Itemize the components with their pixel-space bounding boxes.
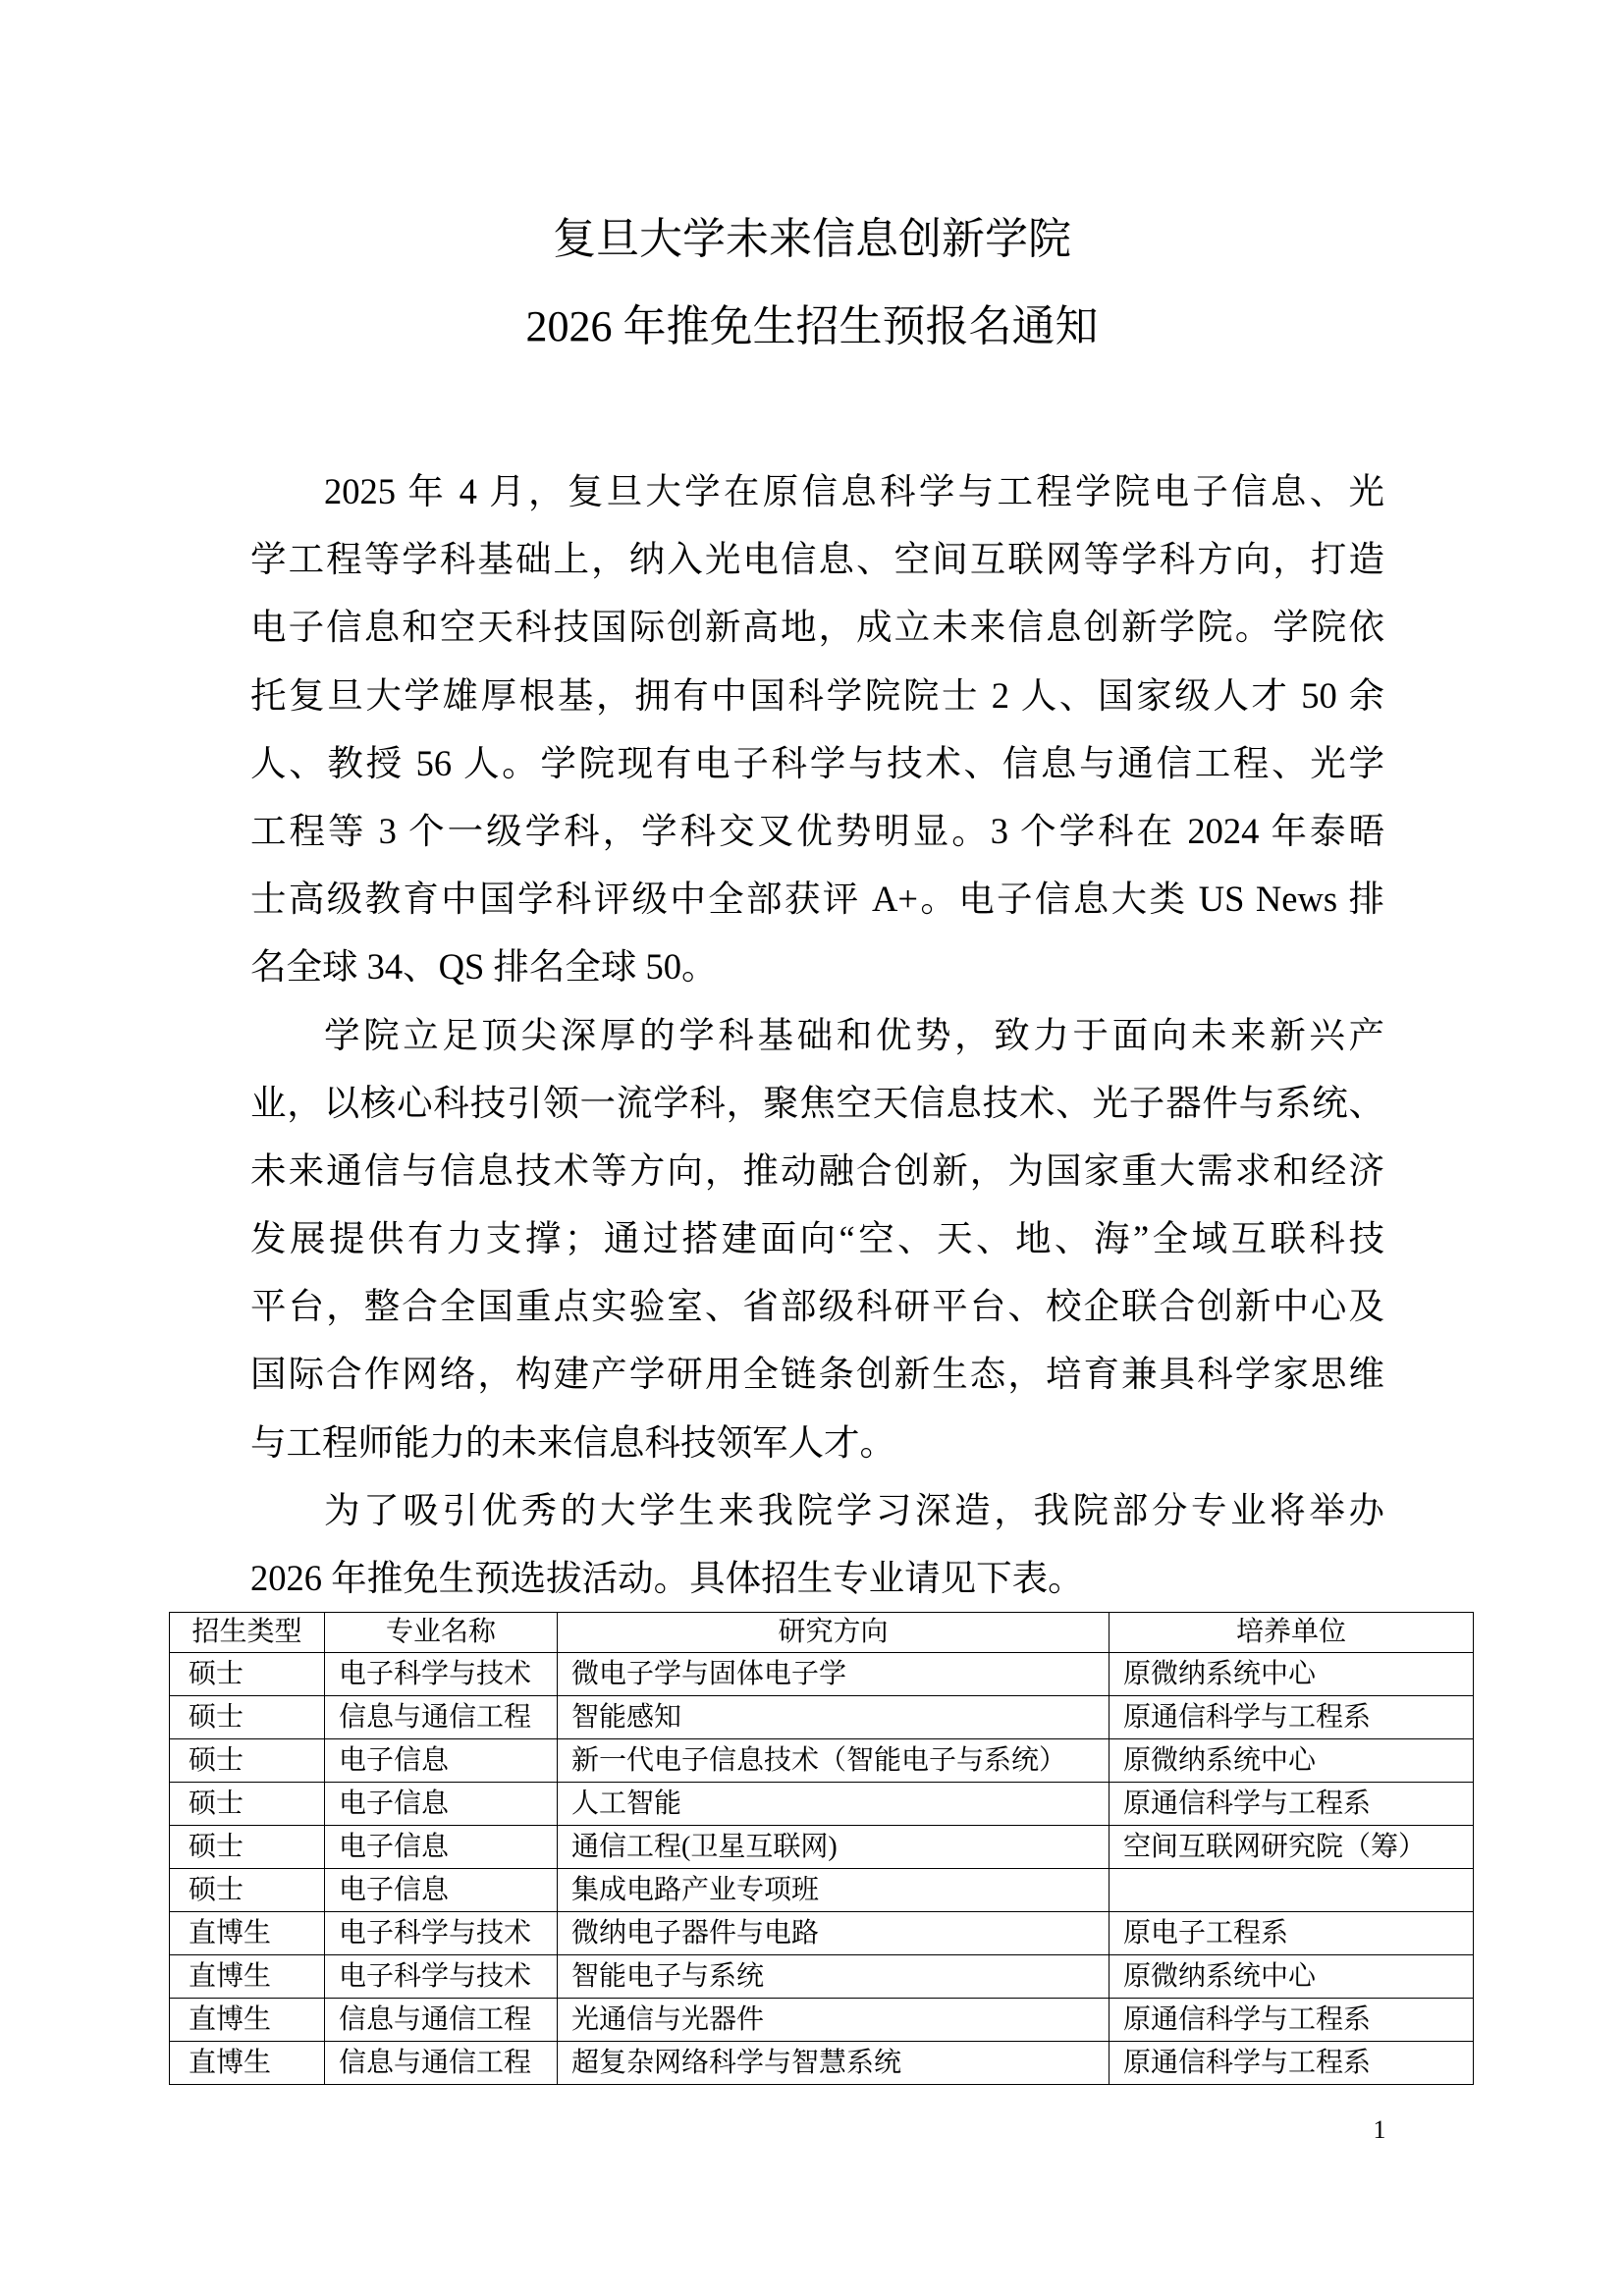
table-cell: 通信工程(卫星互联网) <box>558 1826 1110 1869</box>
table-header-row <box>170 1613 1474 1653</box>
table-cell: 直博生 <box>170 2042 325 2085</box>
table-cell: 空间互联网研究院（筹） <box>1110 1826 1474 1869</box>
paragraph-line: 国际合作网络，构建产学研用全链条创新生态，培育兼具科学家思维 <box>250 1354 1384 1395</box>
paragraph-line: 名全球 34、QS 排名全球 50。 <box>250 946 718 988</box>
table-cell: 硕士 <box>170 1739 325 1783</box>
paragraph-line: 人、教授 56 人。学院现有电子科学与技术、信息与通信工程、光学 <box>250 742 1384 783</box>
paragraph-line: 未来通信与信息技术等方向，推动融合创新，为国家重大需求和经济 <box>250 1149 1384 1191</box>
table-header-cell: 研究方向 <box>558 1613 1110 1653</box>
paragraph-line: 工程等 3 个一级学科，学科交叉优势明显。3 个学科在 2024 年泰晤 <box>250 810 1384 851</box>
table-cell: 智能感知 <box>558 1696 1110 1739</box>
table-cell: 电子信息 <box>325 1783 558 1826</box>
table-cell: 原微纳系统中心 <box>1110 1653 1474 1696</box>
paragraph-admission-notice <box>250 1476 1384 1612</box>
table-cell: 硕士 <box>170 1783 325 1826</box>
paragraph-line: 发展提供有力支撑；通过搭建面向“空、天、地、海”全域互联科技 <box>250 1218 1384 1259</box>
table-cell: 智能电子与系统 <box>558 1955 1110 1999</box>
table-header-cell: 招生类型 <box>170 1613 325 1653</box>
paragraph-line: 2025 年 4 月，复旦大学在原信息科学与工程学院电子信息、光 <box>324 471 1384 511</box>
table-cell: 直博生 <box>170 1912 325 1955</box>
table-cell <box>1110 1869 1474 1912</box>
paragraph-line: 学工程等学科基础上，纳入光电信息、空间互联网等学科方向，打造 <box>250 539 1384 580</box>
paragraph-line: 与工程师能力的未来信息科技领军人才。 <box>250 1421 895 1463</box>
table-header-cell: 专业名称 <box>325 1613 558 1653</box>
paragraph-line: 托复旦大学雄厚根基，拥有中国科学院院士 2 人、国家级人才 50 余 <box>250 674 1384 716</box>
paragraph-line: 平台，整合全国重点实验室、省部级科研平台、校企联合创新中心及 <box>250 1286 1384 1327</box>
table-cell: 原微纳系统中心 <box>1110 1955 1474 1999</box>
table-cell: 硕士 <box>170 1869 325 1912</box>
table-cell: 电子信息 <box>325 1739 558 1783</box>
table-cell: 信息与通信工程 <box>325 1999 558 2042</box>
paragraph-line: 电子信息和空天科技国际创新高地，成立未来信息创新学院。学院依 <box>250 607 1384 648</box>
paragraph-line: 为了吸引优秀的大学生来我院学习深造，我院部分专业将举办 <box>324 1489 1384 1530</box>
paragraph-line: 2026 年推免生预选拔活动。具体招生专业请见下表。 <box>250 1558 1084 1598</box>
paragraph-line: 业，以核心科技引领一流学科，聚焦空天信息技术、光子器件与系统、 <box>250 1082 1384 1123</box>
table-row <box>170 1955 1474 1999</box>
table-cell: 原微纳系统中心 <box>1110 1739 1474 1783</box>
table-cell: 直博生 <box>170 1999 325 2042</box>
table-cell: 信息与通信工程 <box>325 1696 558 1739</box>
document-subtitle: 2026 年推免生招生预报名通知 <box>525 302 1099 350</box>
paragraph-line: 士高级教育中国学科评级中全部获评 A+。电子信息大类 US News 排 <box>250 879 1384 920</box>
table-row <box>170 1783 1474 1826</box>
table-cell: 集成电路产业专项班 <box>558 1869 1110 1912</box>
admissions-table <box>169 1612 1474 2085</box>
table-cell: 原通信科学与工程系 <box>1110 1696 1474 1739</box>
table-row <box>170 1696 1474 1739</box>
table-cell: 新一代电子信息技术（智能电子与系统） <box>558 1739 1110 1783</box>
table-cell: 硕士 <box>170 1696 325 1739</box>
table-cell: 电子信息 <box>325 1826 558 1869</box>
table-cell: 人工智能 <box>558 1783 1110 1826</box>
table-cell: 原通信科学与工程系 <box>1110 1999 1474 2042</box>
document-body <box>250 457 1384 1612</box>
table-cell: 原通信科学与工程系 <box>1110 1783 1474 1826</box>
paragraph-college-introduction <box>250 457 1384 1001</box>
table-row <box>170 1912 1474 1955</box>
table-cell: 信息与通信工程 <box>325 2042 558 2085</box>
table-row <box>170 1739 1474 1783</box>
table-cell: 电子信息 <box>325 1869 558 1912</box>
table-row <box>170 2042 1474 2085</box>
table-cell: 硕士 <box>170 1653 325 1696</box>
table-row <box>170 1826 1474 1869</box>
table-cell: 电子科学与技术 <box>325 1653 558 1696</box>
table-cell: 微纳电子器件与电路 <box>558 1912 1110 1955</box>
table-cell: 硕士 <box>170 1826 325 1869</box>
table-cell: 电子科学与技术 <box>325 1912 558 1955</box>
document-title: 复旦大学未来信息创新学院 <box>553 215 1071 263</box>
table-cell: 超复杂网络科学与智慧系统 <box>558 2042 1110 2085</box>
table-cell: 原电子工程系 <box>1110 1912 1474 1955</box>
paragraph-line: 学院立足顶尖深厚的学科基础和优势，致力于面向未来新兴产 <box>324 1014 1384 1055</box>
table-header-cell: 培养单位 <box>1110 1613 1474 1653</box>
paragraph-college-mission <box>250 1001 1384 1476</box>
table-cell: 原通信科学与工程系 <box>1110 2042 1474 2085</box>
table-cell: 微电子学与固体电子学 <box>558 1653 1110 1696</box>
table-cell: 光通信与光器件 <box>558 1999 1110 2042</box>
table-row <box>170 1653 1474 1696</box>
table-row <box>170 1869 1474 1912</box>
table-row <box>170 1999 1474 2042</box>
page-number: 1 <box>1373 2115 1386 2144</box>
table-cell: 电子科学与技术 <box>325 1955 558 1999</box>
table-cell: 直博生 <box>170 1955 325 1999</box>
